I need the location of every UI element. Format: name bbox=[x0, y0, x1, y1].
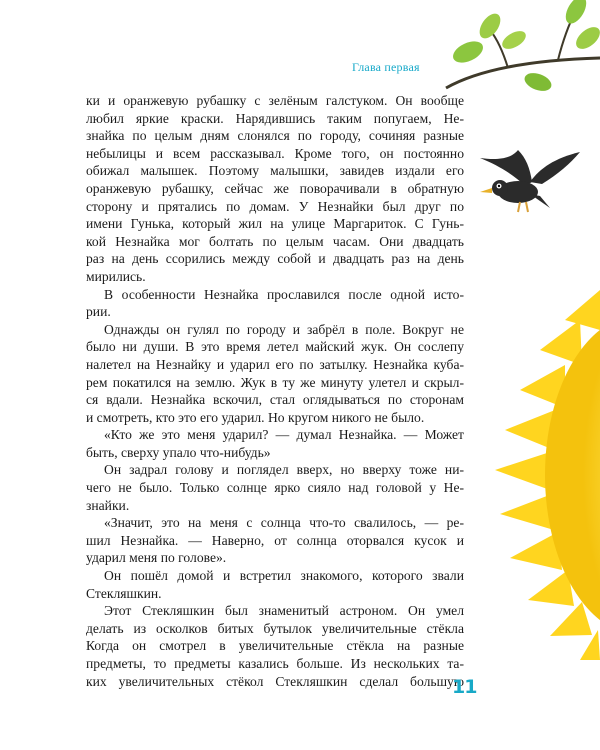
paragraph bbox=[86, 461, 464, 514]
text-line: ки и оранжевую рубашку с зелёным галстуком. Он вообще bbox=[86, 93, 464, 108]
text-line: сторону и прятались по домам. У Незнайки был друг по bbox=[86, 198, 464, 214]
page-number: 11 bbox=[452, 676, 477, 698]
body-text bbox=[86, 92, 464, 690]
text-line: Этот Стекляшкин был знаменитый астроном. Он умел bbox=[104, 603, 464, 619]
text-line: Стекляшкин. bbox=[86, 585, 162, 601]
bird-illustration bbox=[470, 148, 590, 218]
paragraph bbox=[86, 567, 464, 602]
text-line: знайки. bbox=[86, 497, 130, 513]
text-line: «Значит, это на меня с солнца что-то свалилось, — ре- bbox=[104, 515, 464, 531]
paragraph bbox=[86, 426, 464, 461]
text-line: рем покатился на землю. Жук в ту же минуту улетел и скрыл- bbox=[86, 374, 464, 390]
paragraph bbox=[86, 602, 464, 690]
leafy-branch-illustration bbox=[438, 0, 600, 100]
text-line: было ни души. В это время летел майский жук. Он сослепу bbox=[86, 339, 464, 355]
text-line: и смотреть, кто это его ударил. Но кругом никого не было. bbox=[86, 409, 425, 425]
text-line: кой Незнайка мог болтать по целым часам. Они двадцать bbox=[86, 233, 464, 249]
text-line: шил Незнайка. — Наверно, от солнца оторвался кусок и bbox=[86, 532, 464, 548]
text-line: рии. bbox=[86, 304, 111, 320]
text-line: чего не было. Только солнце ярко сияло над головой у Не- bbox=[86, 480, 464, 496]
text-line: Когда он смотрел в увеличительные стёкла на разные bbox=[86, 638, 464, 654]
text-line: предметы, то предметы казались больше. Из нескольких та- bbox=[86, 656, 464, 671]
sun-illustration bbox=[470, 280, 600, 660]
text-line: Он пошёл домой и встретил знакомого, которого звали bbox=[104, 568, 464, 584]
chapter-title: Глава первая bbox=[352, 60, 420, 74]
text-line: оранжевую рубашку, сейчас же поворачивали в обратную bbox=[86, 180, 464, 196]
text-line: ударил меня по голове». bbox=[86, 550, 227, 566]
text-line: В особенности Незнайка прославился после одной исто- bbox=[104, 286, 464, 302]
text-line: обижал малышек. Поэтому малышки, завидев издали его bbox=[86, 163, 464, 179]
paragraph bbox=[86, 321, 464, 427]
paragraph bbox=[86, 286, 464, 321]
text-line: Однажды он гулял по городу и забрёл в поле. Вокруг не bbox=[104, 321, 464, 337]
text-line: раз на день ссорились между собой и двадцать раз на день bbox=[86, 251, 464, 267]
text-line: небылицы и всем рассказывал. Кроме того, он постоянно bbox=[86, 145, 464, 161]
text-line: ких увеличительных стёкол Стекляшкин сделал большую bbox=[86, 673, 464, 689]
text-line: налетел на Незнайку и ударил его по затылку. Незнайка куба- bbox=[86, 356, 464, 372]
text-line: быть, сверху упало что-нибудь» bbox=[86, 444, 271, 460]
text-line: «Кто же это меня ударил? — думал Незнайка. — Может bbox=[104, 427, 464, 443]
text-line: любил яркие краски. Нарядившись таким попугаем, Не- bbox=[86, 110, 464, 126]
text-line: знайка по целым дням слонялся по городу, сочиняя разные bbox=[86, 128, 464, 144]
text-line: мирились. bbox=[86, 268, 146, 284]
text-line: Он задрал голову и поглядел вверх, но вверху тоже ни- bbox=[104, 462, 464, 478]
paragraph bbox=[86, 92, 464, 286]
text-line: имени Гунька, который жил на улице Маргариток. С Гунь- bbox=[86, 216, 464, 232]
text-line: ся вдали. Незнайка вскочил, стал оглядываться по сторонам bbox=[86, 392, 464, 408]
paragraph bbox=[86, 514, 464, 567]
text-line: делать из осколков битых бутылок увеличительные стёкла bbox=[86, 620, 464, 636]
